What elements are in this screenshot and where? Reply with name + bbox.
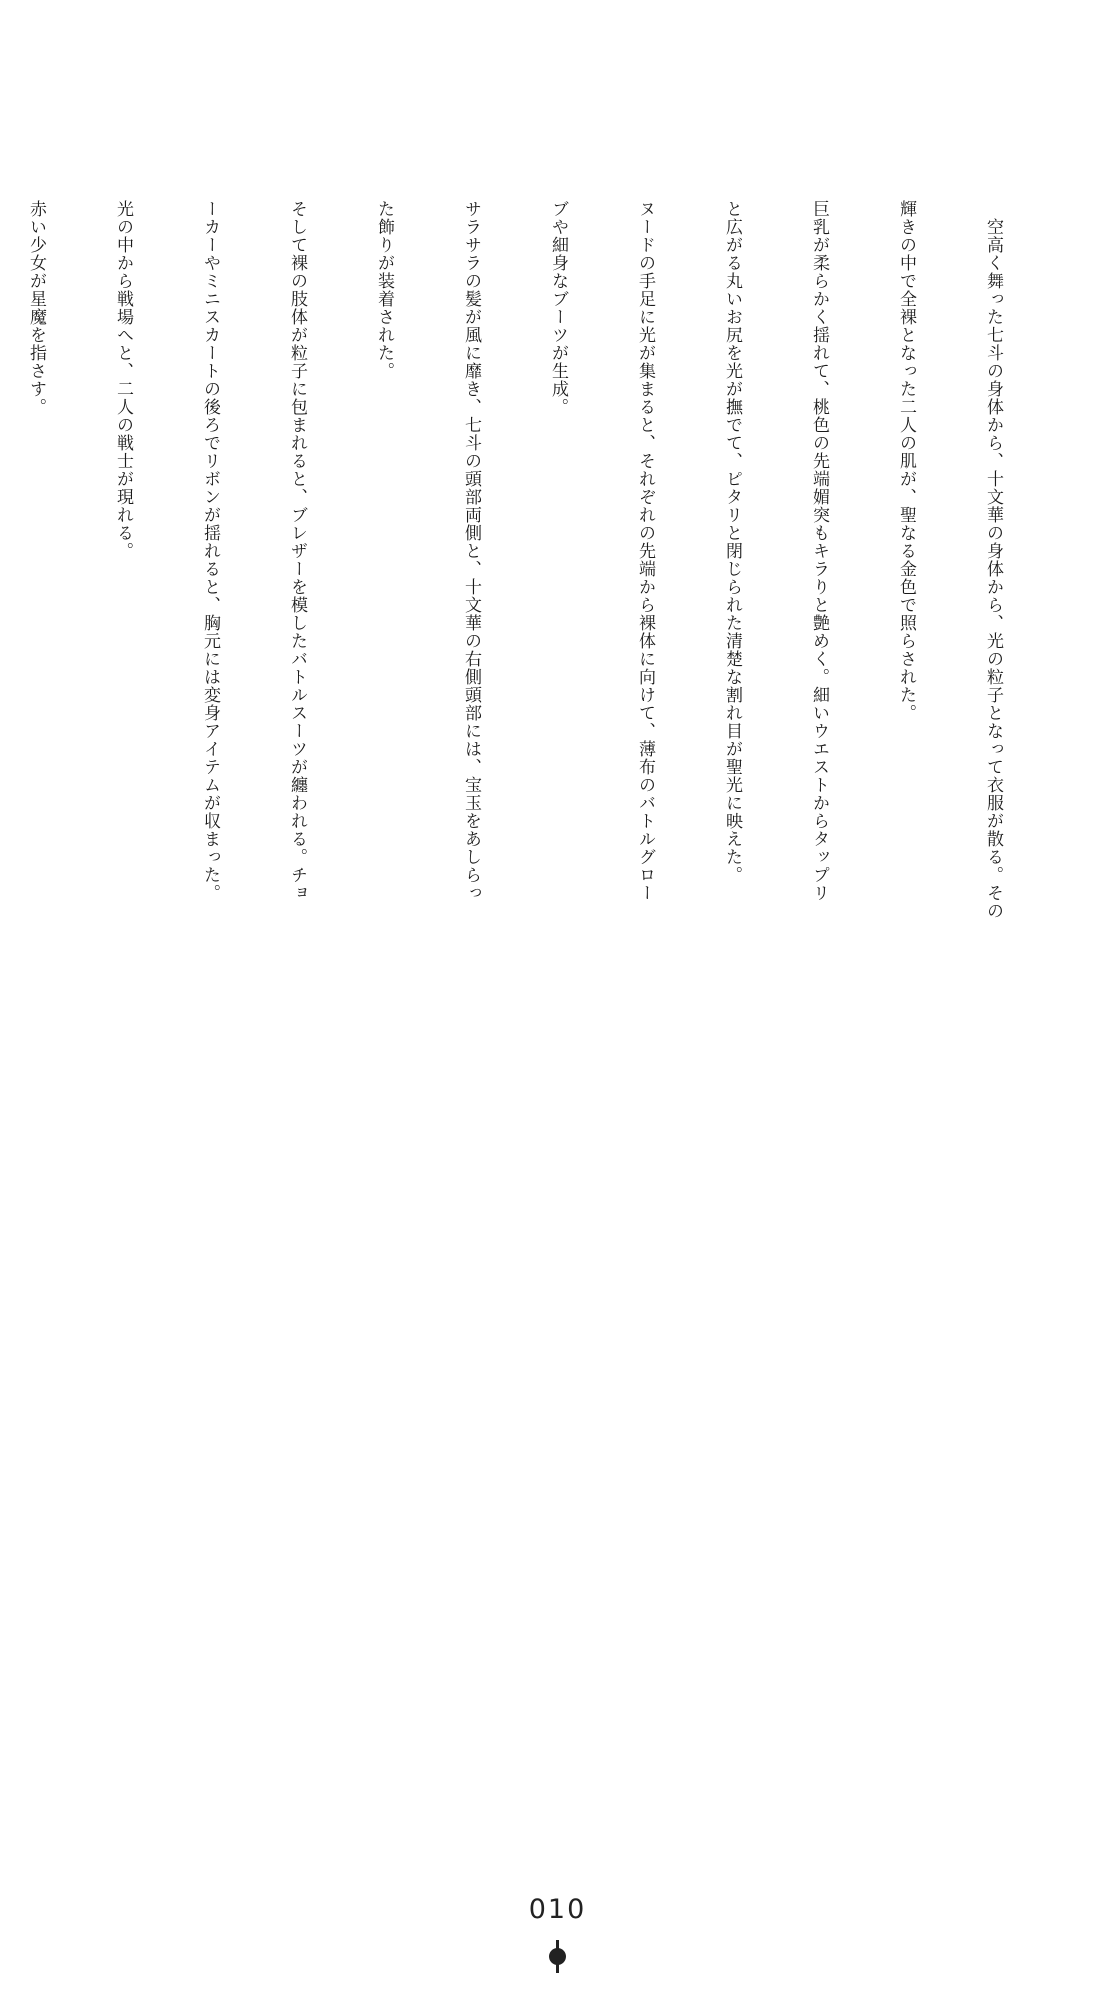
text-line: ヌードの手足に光が集まると、それぞれの先端から裸体に向けて、薄布のバトルグロー bbox=[635, 200, 655, 902]
page-number: 010 bbox=[528, 1894, 587, 1925]
text-line: ーカーやミニスカートの後ろでリボンが揺れると、胸元には変身アイテムが収まった。 bbox=[200, 200, 220, 902]
vertical-body-text bbox=[0, 200, 1065, 1860]
text-line: 光の中から戦場へと、二人の戦士が現れる。 bbox=[113, 200, 133, 560]
text-line: 空高く舞った七斗の身体から、十文華の身体から、光の粒子となって衣服が散る。その bbox=[983, 200, 1003, 920]
text-line: サラサラの髪が風に靡き、七斗の頭部両側と、十文華の右側頭部には、宝玉をあしらっ bbox=[461, 200, 481, 902]
text-line: た飾りが装着された。 bbox=[374, 200, 394, 380]
text-line: と広がる丸いお尻を光が撫でて、ピタリと閉じられた清楚な割れ目が聖光に映えた。 bbox=[722, 200, 742, 884]
text-line: ブや細身なブーツが生成。 bbox=[548, 200, 568, 416]
text-line: そして裸の肢体が粒子に包まれると、ブレザーを模したバトルスーツが纏われる。チョ bbox=[287, 200, 307, 902]
text-line: 赤い少女が星魔を指さす。 bbox=[26, 200, 46, 416]
text-line: 輝きの中で全裸となった二人の肌が、聖なる金色で照らされた。 bbox=[896, 200, 916, 722]
text-line: 巨乳が柔らかく揺れて、桃色の先端媚突もキラりと艶めく。細いウエストからタップリ bbox=[809, 200, 829, 902]
page-marker-dot bbox=[549, 1948, 566, 1965]
